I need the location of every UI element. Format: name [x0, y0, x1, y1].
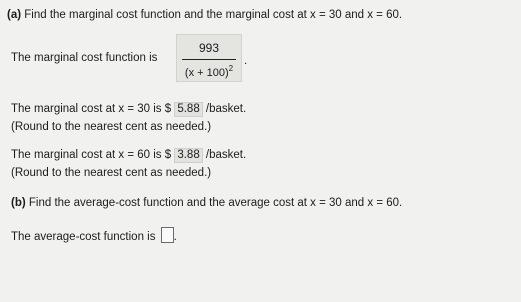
- fraction-denominator: [177, 64, 241, 79]
- average-cost-line: [11, 227, 177, 244]
- average-cost-answer-input[interactable]: [161, 227, 174, 243]
- denominator-exponent: 2: [228, 64, 234, 73]
- part-b-label: (b): [11, 197, 26, 209]
- marginal-cost-function-label: The marginal cost function is: [11, 52, 158, 64]
- marginal-cost-60-line: [11, 148, 246, 163]
- average-cost-prefix: The average-cost function is: [11, 231, 156, 243]
- marginal-cost-fraction: [176, 34, 242, 82]
- round-note-1: (Round to the nearest cent as needed.): [11, 121, 212, 133]
- average-cost-suffix: .: [173, 231, 177, 243]
- fraction-numerator: 993: [198, 41, 220, 55]
- marginal-cost-30-unit: /basket.: [205, 103, 247, 115]
- part-a-question-text: Find the marginal cost function and the marginal cost at x = 30 and x = 60.: [24, 9, 403, 21]
- part-a-question: [7, 8, 402, 22]
- round-note-2: (Round to the nearest cent as needed.): [11, 167, 212, 179]
- marginal-cost-30-answer[interactable]: 5.88: [174, 102, 202, 117]
- marginal-cost-60-prefix: The marginal cost at x = 60 is $: [11, 149, 172, 161]
- marginal-cost-60-answer[interactable]: 3.88: [174, 148, 202, 163]
- marginal-cost-30-prefix: The marginal cost at x = 30 is $: [11, 103, 172, 115]
- part-a-label: (a): [7, 9, 22, 21]
- part-b-question-text: Find the average-cost function and the average cost at x = 30 and x = 60.: [28, 197, 403, 209]
- marginal-cost-60-unit: /basket.: [205, 149, 247, 161]
- denominator-base: (x + 100): [184, 67, 229, 79]
- fraction-period: .: [244, 55, 248, 67]
- part-b-question: [11, 196, 402, 210]
- fraction-bar: [182, 59, 236, 60]
- marginal-cost-30-line: [11, 102, 246, 117]
